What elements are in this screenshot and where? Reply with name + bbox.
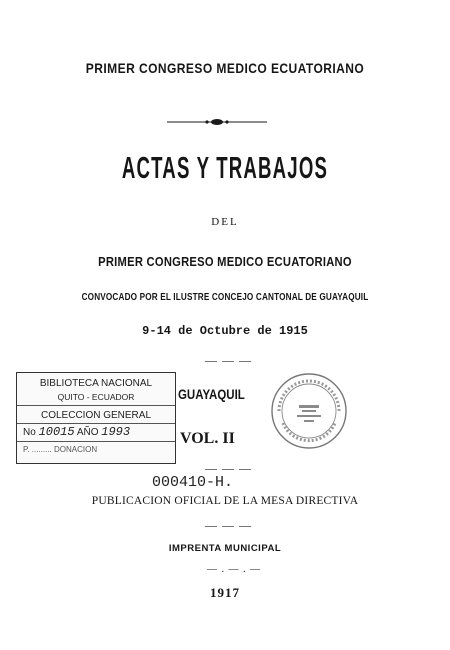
stamp-number: 10015 [38,425,75,439]
separator-3: — — — [205,518,252,532]
library-stamp [16,372,176,464]
stamp-acquisition: P. ......... DONACION [23,445,98,454]
ornament-rule-icon [167,117,267,127]
stamp-year: 1993 [101,425,131,439]
stamp-collection: COLECCION GENERAL [40,410,152,421]
stamp-number-row [23,425,175,439]
stamp-divider [17,423,175,424]
congress-dates: 9-14 de Octubre de 1915 [142,324,308,338]
printer-name: IMPRENTA MUNICIPAL [168,543,282,554]
separator-2: — — — [205,461,252,475]
stamp-number-prefix: No [23,427,36,438]
stamp-library-name: BIBLIOTECA NACIONAL [39,378,153,389]
congress-name: PRIMER CONGRESO MEDICO ECUATORIANO [98,254,352,269]
handwritten-accession: 000410-H. [152,474,234,491]
stamp-divider [17,441,175,442]
separator-4: — . — . — [207,564,261,575]
volume-label: VOL. II [180,430,235,447]
convened-by-line: CONVOCADO POR EL ILUSTRE CONCEJO CANTONAL DE GUAYAQUIL [81,291,369,303]
page-header: PRIMER CONGRESO MEDICO ECUATORIANO [85,60,365,76]
stamp-year-label: AÑO [76,427,99,438]
separator-1: — — — [205,353,252,367]
document-title: ACTAS Y TRABAJOS [121,150,329,185]
publication-note: PUBLICACION OFICIAL DE LA MESA DIRECTIVA [91,495,359,507]
stamp-location: QUITO - ECUADOR [57,392,135,402]
city-name: GUAYAQUIL [178,386,245,402]
publication-year: 1917 [210,585,240,600]
library-seal-icon [269,371,349,451]
title-connector: DEL [211,216,239,228]
stamp-divider [17,405,175,406]
